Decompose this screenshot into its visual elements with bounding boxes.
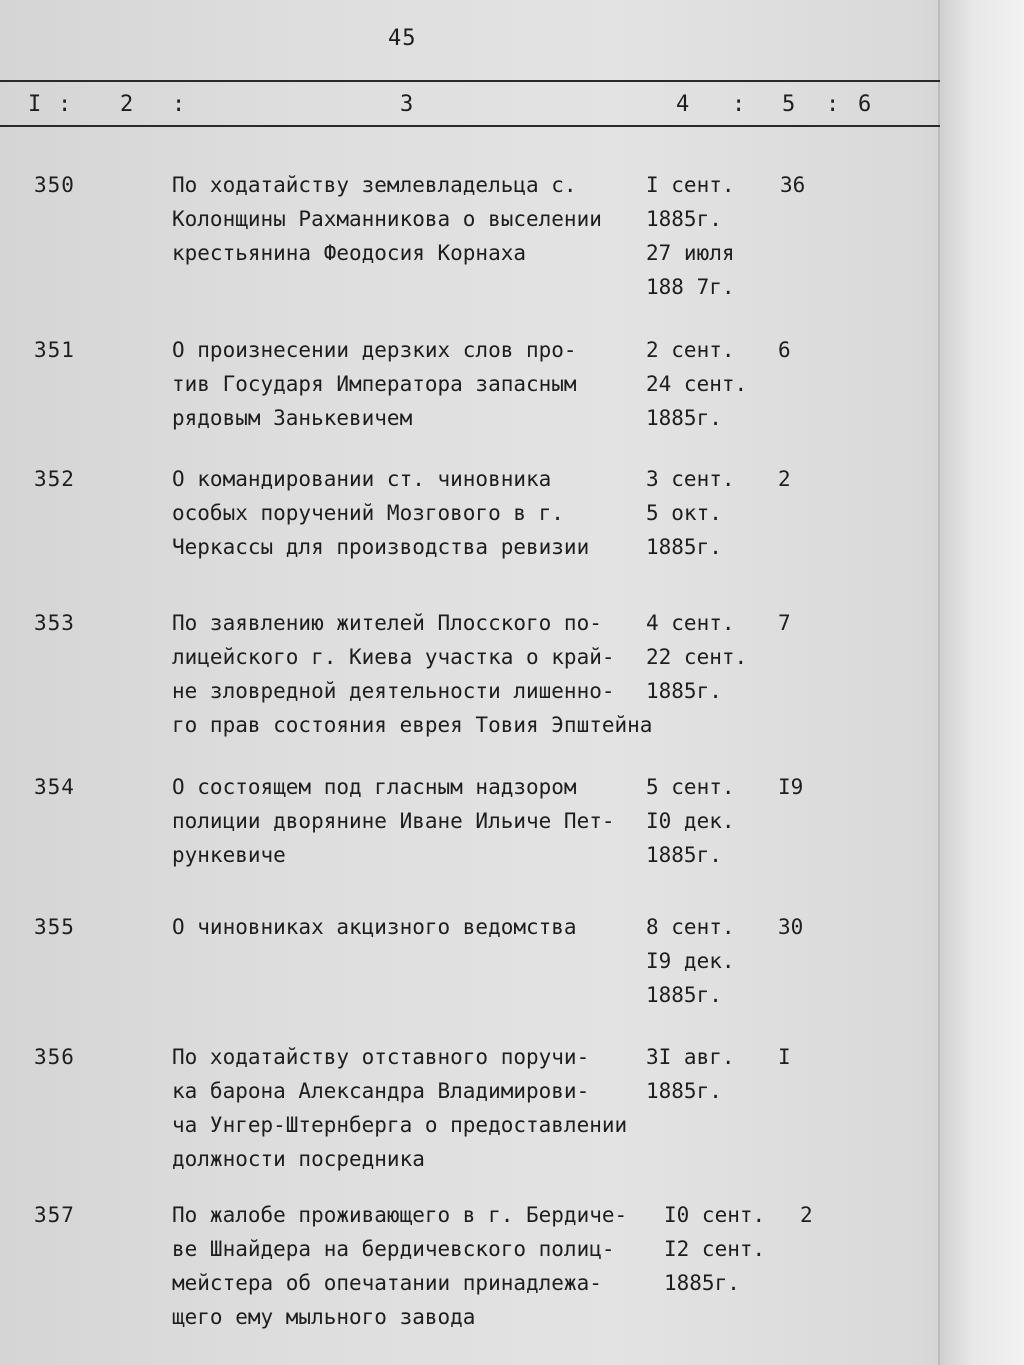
record-title-line: О командировании ст. чиновника	[172, 467, 552, 491]
record-title-line: рункевиче	[172, 843, 286, 867]
column-separator: :	[732, 92, 746, 117]
record-date-line: 188 7г.	[646, 275, 735, 299]
record-date-line: 22 сент.	[646, 645, 748, 669]
record-title-line: О чиновниках акцизного ведомства	[172, 915, 577, 939]
record-title	[172, 910, 662, 944]
record-date-line: 3 сент.	[646, 467, 735, 491]
record-dates	[646, 168, 776, 304]
record-date-line: I сент.	[646, 173, 735, 197]
record-date-line: 5 сент.	[646, 775, 735, 799]
record-sheet-count: 2	[778, 467, 791, 491]
record-dates	[646, 333, 776, 435]
record-date-line: I9 дек.	[646, 949, 735, 973]
record-title-line: особых поручений Мозгового в г.	[172, 501, 564, 525]
record-sheet-count: 6	[778, 338, 791, 362]
record-title-line: крестьянина Феодосия Корнаха	[172, 241, 527, 265]
record-date-line: 1885г.	[646, 843, 722, 867]
record-title	[172, 1198, 662, 1334]
header-top-rule	[0, 80, 940, 82]
record-sheet-count: 7	[778, 611, 791, 635]
record-dates	[646, 606, 776, 708]
column-separator: :	[58, 92, 72, 117]
record-sheet-count: I9	[778, 775, 804, 799]
record-title-line: О состоящем под гласным надзором	[172, 775, 577, 799]
next-page-edge	[938, 0, 1024, 1365]
record-date-line: 1885г.	[646, 1079, 722, 1103]
record-sheet-count: 30	[778, 915, 804, 939]
record-date-line: 8 сент.	[646, 915, 735, 939]
column-header-3: 3	[400, 92, 414, 117]
record-dates	[664, 1198, 794, 1300]
record-number: 354	[34, 775, 75, 799]
record-date-line: 2 сент.	[646, 338, 735, 362]
record-date-line: 3I авг.	[646, 1045, 735, 1069]
record-date-line: 1885г.	[646, 983, 722, 1007]
record-date-line: 4 сент.	[646, 611, 735, 635]
record-title-line: По жалобе проживающего в г. Бердиче-	[172, 1203, 628, 1227]
record-dates	[646, 462, 776, 564]
record-title-line: По ходатайству отставного поручи-	[172, 1045, 590, 1069]
header-bottom-rule	[0, 125, 940, 127]
record-title-line: го прав состояния еврея Товия Эпштейна	[172, 713, 653, 737]
record-dates	[646, 770, 776, 872]
record-date-line: 1885г.	[646, 679, 722, 703]
column-header-5: 5	[782, 92, 796, 117]
record-number: 357	[34, 1203, 75, 1227]
record-sheet-count: 2	[800, 1203, 813, 1227]
page-number: 45	[388, 26, 417, 51]
record-title	[172, 606, 662, 742]
record-date-line: I0 дек.	[646, 809, 735, 833]
record-title-line: Колонщины Рахманникова о выселении	[172, 207, 602, 231]
record-title-line: лицейского г. Киева участка о край-	[172, 645, 615, 669]
record-date-line: 5 окт.	[646, 501, 722, 525]
record-title	[172, 168, 662, 270]
record-date-line: 1885г.	[664, 1271, 740, 1295]
record-title-line: По заявлению жителей Плосского по-	[172, 611, 602, 635]
record-title	[172, 770, 662, 872]
record-title-line: О произнесении дерзких слов про-	[172, 338, 577, 362]
column-header-6: 6	[858, 92, 872, 117]
record-date-line: 1885г.	[646, 406, 722, 430]
column-header-4: 4	[676, 92, 690, 117]
record-date-line: 1885г.	[646, 207, 722, 231]
record-number: 352	[34, 467, 75, 491]
record-number: 351	[34, 338, 75, 362]
record-date-line: 1885г.	[646, 535, 722, 559]
record-title	[172, 462, 662, 564]
record-title-line: ка барона Александра Владимирови-	[172, 1079, 590, 1103]
record-title-line: ве Шнайдера на бердичевского полиц-	[172, 1237, 615, 1261]
record-number: 350	[34, 173, 75, 197]
column-separator: :	[172, 92, 186, 117]
column-header-1: I	[28, 92, 42, 117]
record-title-line: должности посредника	[172, 1147, 425, 1171]
record-date-line: 24 сент.	[646, 372, 748, 396]
record-title-line: мейстера об опечатании принадлежа-	[172, 1271, 602, 1295]
record-title	[172, 1040, 662, 1176]
record-sheet-count: 36	[780, 173, 806, 197]
record-title-line: ча Унгер-Штернберга о предоставлении	[172, 1113, 628, 1137]
record-title-line: рядовым Занькевичем	[172, 406, 413, 430]
column-header-2: 2	[120, 92, 134, 117]
record-title-line: тив Государя Императора запасным	[172, 372, 577, 396]
record-sheet-count: I	[778, 1045, 791, 1069]
record-date-line: I0 сент.	[664, 1203, 766, 1227]
record-title-line: не зловредной деятельности лишенно-	[172, 679, 615, 703]
record-title	[172, 333, 662, 435]
record-dates	[646, 1040, 776, 1108]
record-number: 355	[34, 915, 75, 939]
record-title-line: щего ему мыльного завода	[172, 1305, 476, 1329]
record-title-line: полиции дворянине Иване Ильиче Пет-	[172, 809, 615, 833]
record-date-line: I2 сент.	[664, 1237, 766, 1261]
record-number: 353	[34, 611, 75, 635]
column-separator: :	[826, 92, 840, 117]
record-dates	[646, 910, 776, 1012]
record-title-line: Черкассы для производства ревизии	[172, 535, 590, 559]
record-title-line: По ходатайству землевладельца с.	[172, 173, 577, 197]
record-date-line: 27 июля	[646, 241, 735, 265]
record-number: 356	[34, 1045, 75, 1069]
